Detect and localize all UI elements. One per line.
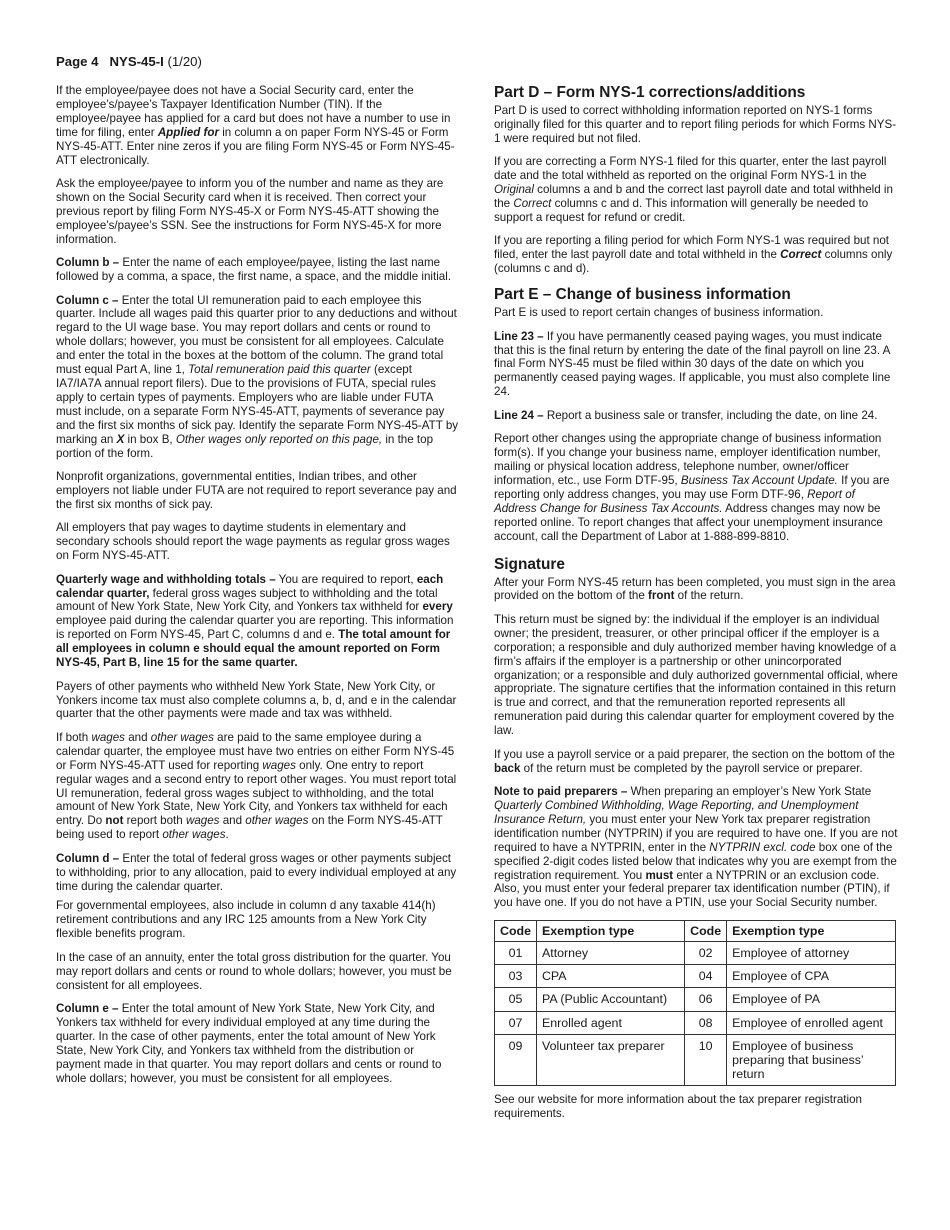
- table-cell: Attorney: [536, 942, 684, 965]
- table-row: [495, 942, 896, 965]
- form-number: NYS-45-I: [109, 54, 164, 69]
- signature-heading: Signature: [494, 555, 565, 573]
- table-header: Exemption type: [727, 920, 896, 941]
- table-cell: Employee of enrolled agent: [727, 1011, 896, 1034]
- table-cell: 10: [685, 1034, 727, 1086]
- paragraph-other-payments: Payers of other payments who withheld New York State, New York City, or Yonkers income tax must also complete columns a, b, d, and e in the calendar quarter that the other payments were made and tax was withheld.: [56, 679, 457, 721]
- table-header: Exemption type: [536, 920, 684, 941]
- table-cell: 08: [685, 1011, 727, 1034]
- left-column: [56, 84, 460, 1095]
- part-d-correcting: If you are correcting a Form NYS-1 filed for this quarter, enter the last payroll date and the total withheld as reported on the original Form NYS-1 in the Original columns a and b and the correct last payroll date and total withheld in the Correct columns c and d. This information will generally be needed to support a request for refund or credit.: [494, 155, 893, 224]
- part-e-other-changes: Report other changes using the appropriate change of business information form(s). If you change your business name, employer identification number, mailing or physical location address, telephone number, owner/officer information, etc., use Form DTF-95, Business Tax Account Update. If you are reporting only address changes, you may use Form DTF-96, Report of Address Change for Business Tax Accounts. Address changes may now be reported online. To report changes that affect your unemployment insurance account, call the Department of Labor at 1-888-899-8810.: [494, 432, 890, 543]
- table-row: [495, 1034, 896, 1086]
- table-cell: 05: [495, 988, 537, 1011]
- table-header-row: [495, 920, 896, 941]
- exemption-code-table: [494, 920, 896, 1087]
- table-cell: 03: [495, 965, 537, 988]
- table-cell: CPA: [536, 965, 684, 988]
- table-cell: 01: [495, 942, 537, 965]
- part-e-intro: Part E is used to report certain changes of business information.: [494, 306, 824, 320]
- table-cell: Employee of attorney: [727, 942, 896, 965]
- paragraph-tin: If the employee/payee does not have a Social Security card, enter the employee’s/payee’s Taxpayer Identification Number (TIN). If the employee/payee has applied for a card but does not have a number to use in time for filing, enter Applied for in column a on paper Form NYS-45 or Form NYS-45-ATT. Enter nine zeros if you are filing Form NYS-45 or Form NYS-45-ATT electronically.: [56, 84, 455, 167]
- part-d-not-filed: If you are reporting a filing period for which Form NYS-1 was required but not filed, enter the last payroll date and total withheld in the Correct columns only (columns c and d).: [494, 234, 893, 276]
- part-e-line-23: Line 23 – If you have permanently ceased paying wages, you must indicate that this is the final return by entering the date of the final payroll on line 23. A final Form NYS-45 must be filed within 30 days of the date on which you permanently ceased paying wages. If applicable, you must also complete line 24.: [494, 329, 891, 399]
- table-header: Code: [685, 920, 727, 941]
- table-cell: 06: [685, 988, 727, 1011]
- paragraph-wages-other-wages: If both wages and other wages are paid to the same employee during a calendar quarter, the employee must have two entries on either Form NYS-45 or Form NYS-45-ATT used for reporting wages only. One entry to report regular wages and a second entry to report other wages. You must report total UI remuneration, federal gross wages subject to withholding, and the total amount of New York State, New York City, and Yonkers tax withheld for each entry. Do not report both wages and other wages on the Form NYS-45-ATT being used to report other wages.: [56, 730, 457, 842]
- paragraph-students: All employers that pay wages to daytime students in elementary and secondary schools should report the wage payments as regular gross wages on Form NYS-45-ATT.: [56, 521, 450, 563]
- table-cell: Volunteer tax preparer: [536, 1034, 684, 1086]
- paragraph-column-d: Column d – Enter the total of federal gross wages or other payments subject to withholding, prior to any allocation, paid to every individual employed at any time during the calendar quarter.: [56, 851, 457, 893]
- form-date: (1/20): [167, 54, 202, 69]
- signature-intro: After your Form NYS-45 return has been completed, you must sign in the area provided on the bottom of the front of the return.: [494, 575, 896, 603]
- table-cell: Enrolled agent: [536, 1011, 684, 1034]
- page-number: Page 4: [56, 54, 99, 69]
- table-row: [495, 965, 896, 988]
- table-row: [495, 1011, 896, 1034]
- paragraph-column-b: Column b – Enter the name of each employee/payee, listing the last name followed by a comma, a space, the first name, a space, and the middle initial.: [56, 256, 452, 284]
- paragraph-ssn-correction: Ask the employee/payee to inform you of the number and name as they are shown on the Social Security card when it is received. Then correct your previous report by filing Form NYS-45-X or Form NYS-45-ATT showing the employee’s/payee’s SSN. See the instructions for Form NYS-45-X for more information.: [56, 177, 444, 246]
- table-cell: PA (Public Accountant): [536, 988, 684, 1011]
- right-column: [494, 84, 898, 1131]
- paragraph-annuity: In the case of an annuity, enter the total gross distribution for the quarter. You may report dollars and cents or round to whole dollars; however, you must be consistent for all employees.: [56, 950, 452, 992]
- paragraph-quarterly-totals: Quarterly wage and withholding totals – You are required to report, each calendar quarter, federal gross wages subject to withholding and the total amount of New York State, New York City, and Yonkers tax withheld for every employee paid during the calendar quarter you are reporting. This information is reported on Form NYS-45, Part C, columns d and e. The total amount for all employees in column e should equal the amount reported on Form NYS-45, Part B, line 15 for the same quarter.: [56, 572, 454, 670]
- part-e-heading: Part E – Change of business information: [494, 286, 791, 304]
- paragraph-governmental: For governmental employees, also include in column d any taxable 414(h) retirement contributions and any IRC 125 amounts from a New York City flexible benefits program.: [56, 899, 436, 941]
- table-cell: 02: [685, 942, 727, 965]
- note-to-paid-preparers: Note to paid preparers – When preparing an employer’s New York State Quarterly Combined Withholding, Wage Reporting, and Unemployment Insurance Return, you must enter your New York tax preparer registration identification number (NYTPRIN) if you are required to have one. If you are not required to have a NYTPRIN, enter in the NYTPRIN excl. code box one of the specified 2-digit codes listed below that indicates why you are exempt from the registration requirement. You must enter a NYTPRIN or an exclusion code. Also, you must enter your federal preparer tax identification number (PTIN), if you have one. If you do not have a PTIN, use your Social Security number.: [494, 785, 898, 910]
- footer-note: See our website for more information about the tax preparer registration requirements.: [494, 1093, 862, 1121]
- signature-payroll-service: If you use a payroll service or a paid preparer, the section on the bottom of the back of the return must be completed by the payroll service or preparer.: [494, 747, 895, 775]
- table-row: [495, 988, 896, 1011]
- signature-who-signs: This return must be signed by: the individual if the employer is an individual owner; the president, treasurer, or other principal officer if the employer is a corporation; a responsible and duly authorized member having knowledge of a firm’s affairs if the employer is a partnership or other unincorporated organization; or a responsible and duly authorized governmental official, where appropriate. The signature certifies that the information contained in this return is true and correct, and that the remuneration reported represents all remuneration paid during this calendar quarter for employment covered by the law.: [494, 612, 898, 738]
- part-e-line-24: Line 24 – Report a business sale or transfer, including the date, on line 24.: [494, 408, 878, 422]
- paragraph-nonprofit: Nonprofit organizations, governmental entities, Indian tribes, and other employers not liable under FUTA are not required to report severance pay and the first six months of sick pay.: [56, 470, 457, 511]
- table-cell: 07: [495, 1011, 537, 1034]
- table-cell: 09: [495, 1034, 537, 1086]
- paragraph-column-c: Column c – Enter the total UI remuneration paid to each employee this quarter. Include all wages paid this quarter prior to any deductions and without regard to the UI wage base. You may report dollars and cents or round to whole dollars; however, you must be consistent for all employees. Calculate and enter the total in the boxes at the bottom of the column. The grand total must equal Part A, line 1, Total remuneration paid this quarter (except IA7/IA7A annual report filers). Due to the provisions of FUTA, special rules apply to certain types of payments. Employers who are liable under FUTA must include, on a separate Form NYS-45-ATT, payments of severance pay and the first six months of sick pay. Identify the separate Form NYS-45-ATT by marking an X in box B, Other wages only reported on this page, in the top portion of the form.: [56, 293, 459, 460]
- part-d-heading: Part D – Form NYS-1 corrections/additions: [494, 84, 806, 101]
- table-cell: Employee of business preparing that business’ return: [727, 1034, 896, 1086]
- table-cell: 04: [685, 965, 727, 988]
- paragraph-column-e: Column e – Enter the total amount of New York State, New York City, and Yonkers tax withheld for every individual employed at any time during the quarter. In the case of other payments, enter the total amount of New York State, New York City, and Yonkers tax withheld from the distribution or payment made in that quarter. You may report dollars and cents or round to whole dollars; however, you must be consistent for all employees.: [56, 1002, 442, 1085]
- page-header: [56, 54, 202, 70]
- part-d-intro: Part D is used to correct withholding information reported on NYS-1 forms originally filed for this quarter and to report filing periods for which Forms NYS-1 were required but not filed.: [494, 104, 897, 145]
- table-cell: Employee of CPA: [727, 965, 896, 988]
- table-header: Code: [495, 920, 537, 941]
- table-cell: Employee of PA: [727, 988, 896, 1011]
